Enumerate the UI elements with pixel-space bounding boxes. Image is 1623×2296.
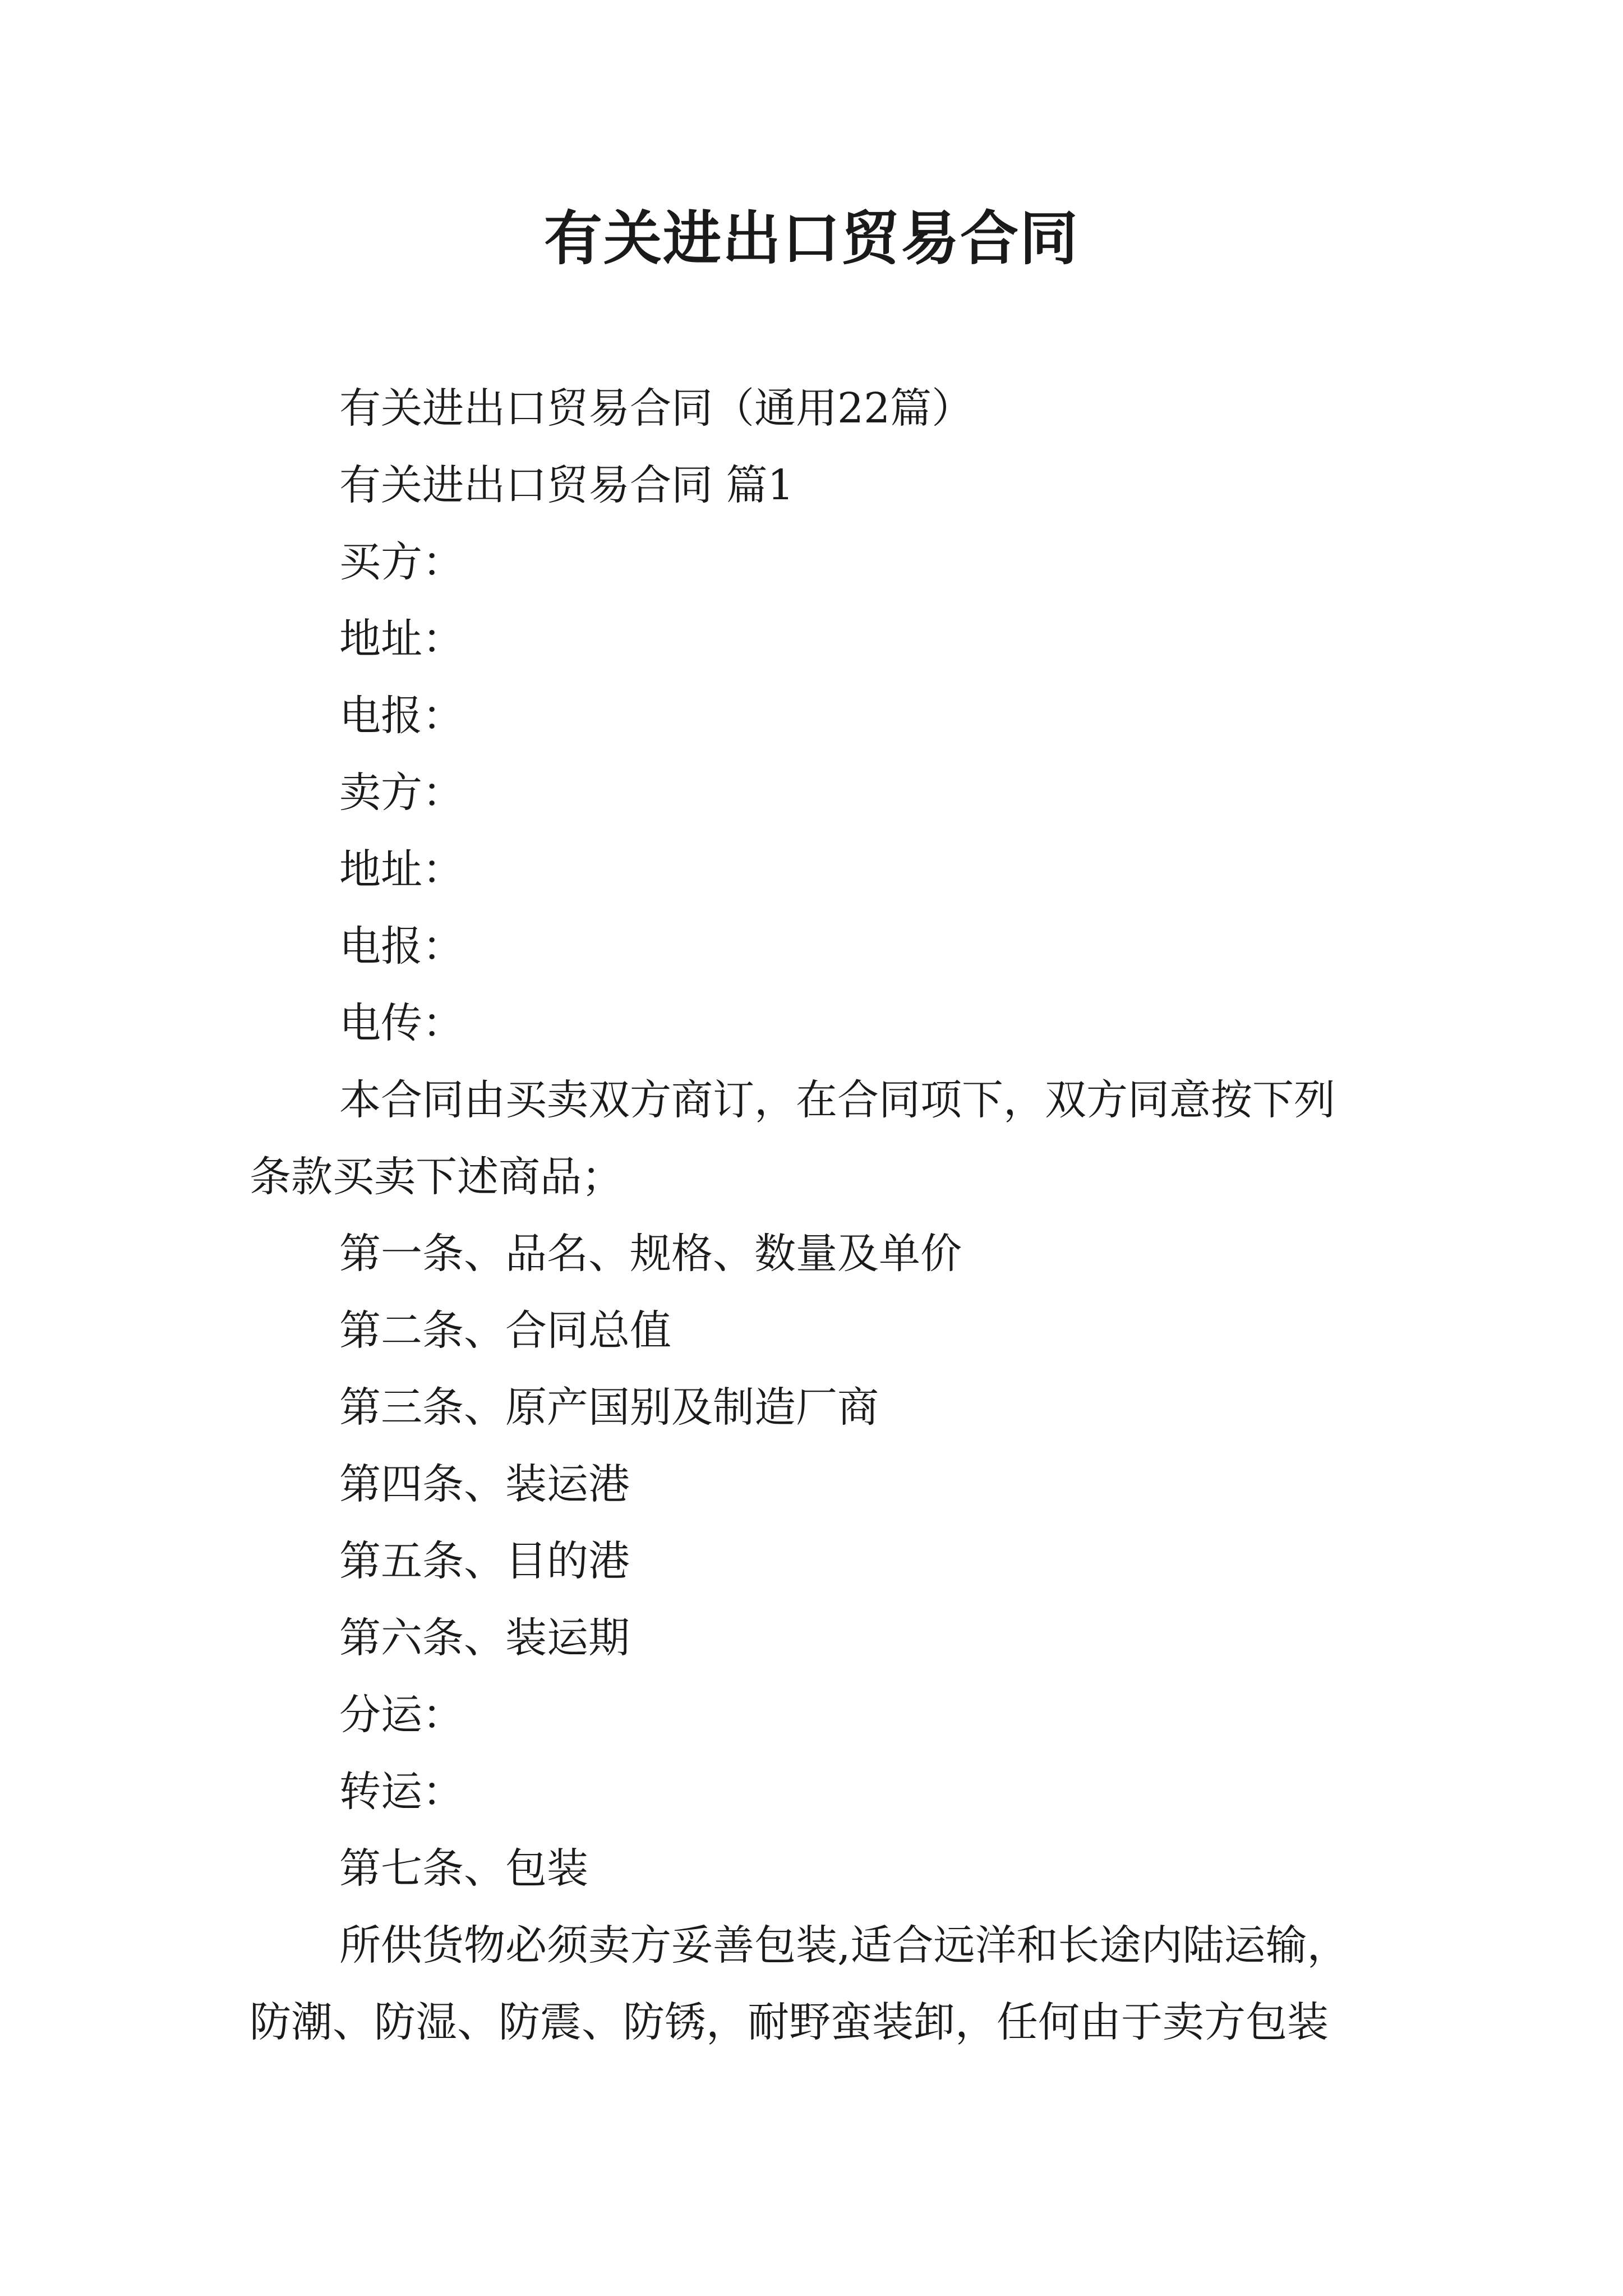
paragraph-line: 电传： <box>339 999 464 1047</box>
document-body <box>250 370 1394 2061</box>
paragraph-line: 分运： <box>339 1691 464 1739</box>
paragraph-line: 地址： <box>339 845 464 894</box>
paragraph-line: 本合同由买卖双方商订，在合同项下，双方同意按下列 <box>339 1076 1335 1124</box>
paragraph-line: 有关进出口贸易合同 篇1 <box>339 461 794 509</box>
paragraph-line: 第三条、原产国别及制造厂商 <box>339 1383 879 1432</box>
paragraph-line: 买方： <box>339 538 464 586</box>
paragraph-line: 第四条、装运港 <box>339 1460 630 1508</box>
paragraph-line: 电报： <box>339 692 464 740</box>
document-title: 有关进出口贸易合同 <box>543 204 1079 273</box>
paragraph-line: 防潮、防湿、防震、防锈，耐野蛮装卸，任何由于卖方包装 <box>250 1998 1329 2046</box>
paragraph-line: 卖方： <box>339 769 464 817</box>
paragraph-line: 第五条、目的港 <box>339 1537 630 1585</box>
paragraph-line: 有关进出口贸易合同（通用22篇） <box>339 384 974 432</box>
paragraph-line: 电报： <box>339 922 464 970</box>
paragraph-line: 第二条、合同总值 <box>339 1306 671 1355</box>
paragraph-line: 转运： <box>339 1768 464 1816</box>
paragraph-line: 第七条、包装 <box>339 1844 588 1893</box>
paragraph-line: 第一条、品名、规格、数量及单价 <box>339 1230 962 1278</box>
paragraph-line: 所供货物必须卖方妥善包装,适合远洋和长途内陆运输， <box>339 1921 1349 1970</box>
paragraph-line: 第六条、装运期 <box>339 1614 630 1662</box>
paragraph-line: 地址： <box>339 615 464 663</box>
paragraph-line: 条款买卖下述商品； <box>250 1153 623 1201</box>
